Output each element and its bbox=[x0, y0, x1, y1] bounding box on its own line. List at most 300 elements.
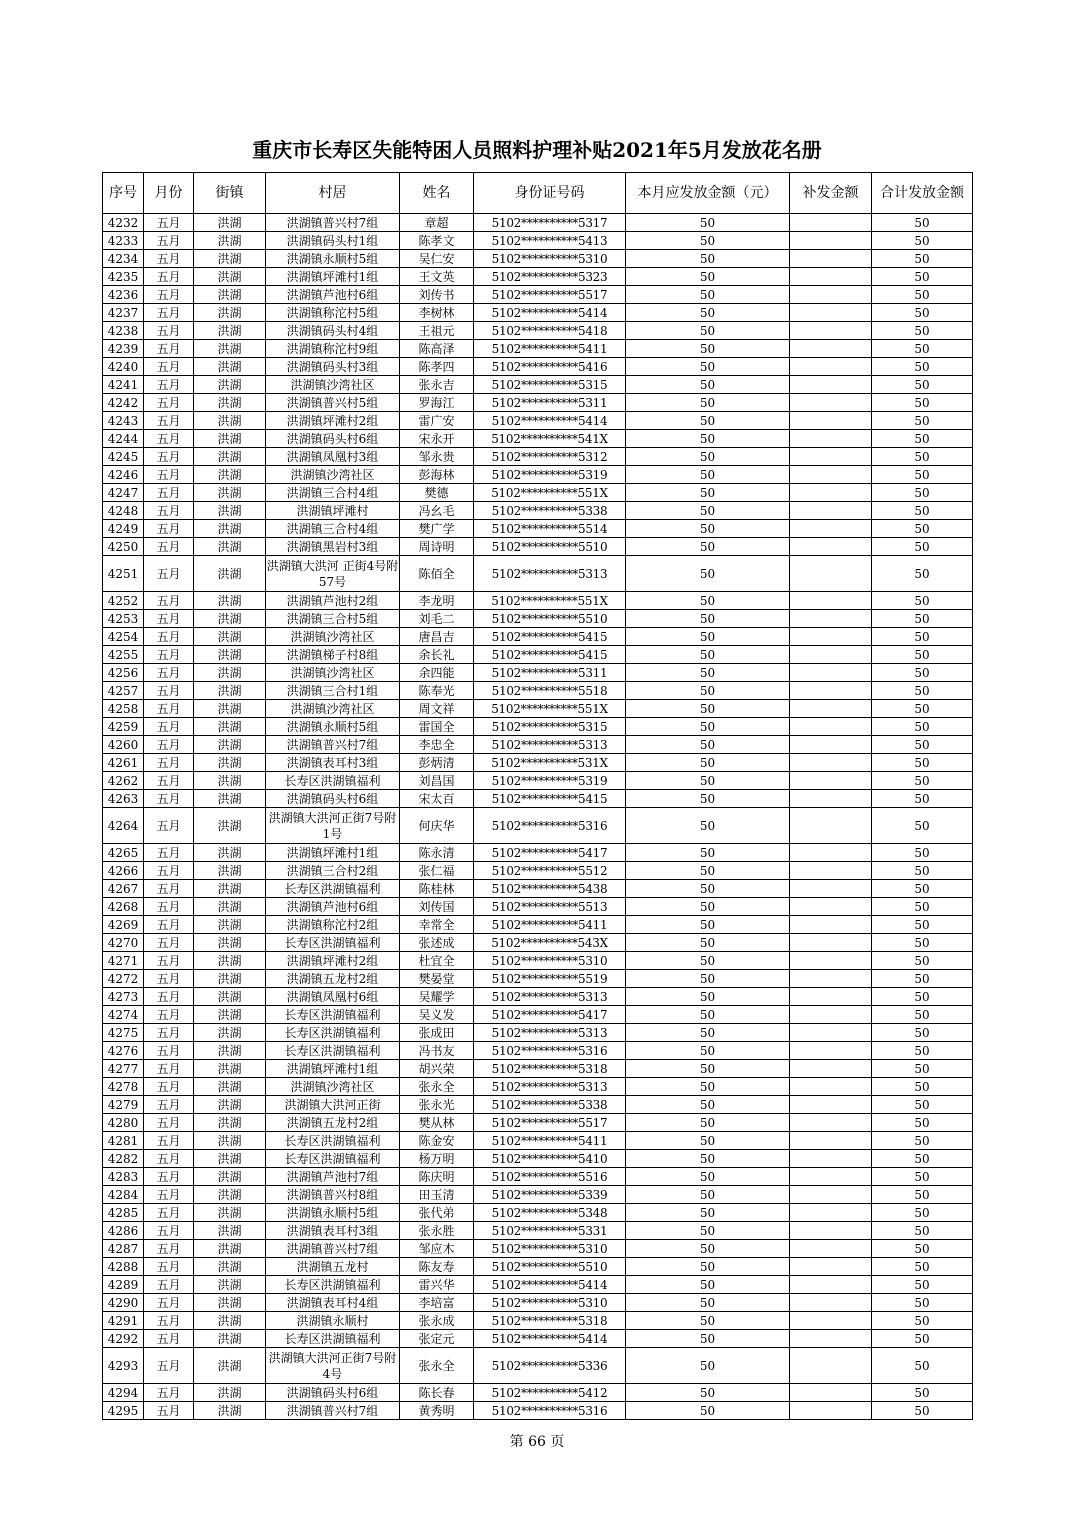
cell-supplement bbox=[790, 214, 872, 232]
cell-id: 5102**********5315 bbox=[474, 376, 626, 394]
cell-id: 5102**********5519 bbox=[474, 970, 626, 988]
cell-town: 洪湖 bbox=[194, 520, 266, 538]
cell-supplement bbox=[790, 880, 872, 898]
header-village: 村居 bbox=[266, 173, 400, 214]
cell-town: 洪湖 bbox=[194, 664, 266, 682]
cell-due: 50 bbox=[626, 916, 790, 934]
cell-total: 50 bbox=[872, 322, 973, 340]
cell-supplement bbox=[790, 1384, 872, 1402]
cell-town: 洪湖 bbox=[194, 646, 266, 664]
cell-village: 洪湖镇沙湾社区 bbox=[266, 1078, 400, 1096]
cell-town: 洪湖 bbox=[194, 970, 266, 988]
cell-month: 五月 bbox=[144, 1168, 194, 1186]
cell-total: 50 bbox=[872, 1312, 973, 1330]
cell-month: 五月 bbox=[144, 1204, 194, 1222]
table-row bbox=[103, 700, 973, 718]
cell-seq: 4232 bbox=[103, 214, 144, 232]
cell-seq: 4284 bbox=[103, 1186, 144, 1204]
cell-town: 洪湖 bbox=[194, 1096, 266, 1114]
cell-total: 50 bbox=[872, 952, 973, 970]
cell-name: 樊德 bbox=[400, 484, 474, 502]
cell-town: 洪湖 bbox=[194, 1006, 266, 1024]
cell-total: 50 bbox=[872, 358, 973, 376]
cell-town: 洪湖 bbox=[194, 1186, 266, 1204]
cell-month: 五月 bbox=[144, 538, 194, 556]
cell-month: 五月 bbox=[144, 1078, 194, 1096]
cell-supplement bbox=[790, 1276, 872, 1294]
cell-id: 5102**********5319 bbox=[474, 772, 626, 790]
cell-village: 长寿区洪湖镇福利 bbox=[266, 1042, 400, 1060]
cell-month: 五月 bbox=[144, 322, 194, 340]
cell-supplement bbox=[790, 232, 872, 250]
cell-due: 50 bbox=[626, 520, 790, 538]
cell-seq: 4261 bbox=[103, 754, 144, 772]
cell-month: 五月 bbox=[144, 808, 194, 844]
cell-month: 五月 bbox=[144, 484, 194, 502]
table-row bbox=[103, 988, 973, 1006]
table-row bbox=[103, 1114, 973, 1132]
table-row bbox=[103, 1006, 973, 1024]
cell-town: 洪湖 bbox=[194, 340, 266, 358]
cell-village: 洪湖镇码头村4组 bbox=[266, 322, 400, 340]
header-seq: 序号 bbox=[103, 173, 144, 214]
table-row bbox=[103, 1240, 973, 1258]
cell-town: 洪湖 bbox=[194, 1078, 266, 1096]
cell-month: 五月 bbox=[144, 1312, 194, 1330]
cell-town: 洪湖 bbox=[194, 448, 266, 466]
cell-total: 50 bbox=[872, 1330, 973, 1348]
cell-seq: 4246 bbox=[103, 466, 144, 484]
cell-month: 五月 bbox=[144, 1150, 194, 1168]
cell-due: 50 bbox=[626, 1078, 790, 1096]
cell-supplement bbox=[790, 1132, 872, 1150]
cell-month: 五月 bbox=[144, 952, 194, 970]
cell-due: 50 bbox=[626, 862, 790, 880]
cell-total: 50 bbox=[872, 1186, 973, 1204]
cell-town: 洪湖 bbox=[194, 844, 266, 862]
cell-due: 50 bbox=[626, 754, 790, 772]
cell-name: 周诗明 bbox=[400, 538, 474, 556]
cell-town: 洪湖 bbox=[194, 1114, 266, 1132]
cell-supplement bbox=[790, 1330, 872, 1348]
cell-seq: 4295 bbox=[103, 1402, 144, 1420]
cell-month: 五月 bbox=[144, 520, 194, 538]
cell-town: 洪湖 bbox=[194, 898, 266, 916]
cell-supplement bbox=[790, 592, 872, 610]
cell-due: 50 bbox=[626, 376, 790, 394]
cell-month: 五月 bbox=[144, 214, 194, 232]
table-row bbox=[103, 736, 973, 754]
cell-name: 吴耀学 bbox=[400, 988, 474, 1006]
cell-total: 50 bbox=[872, 484, 973, 502]
cell-total: 50 bbox=[872, 1384, 973, 1402]
cell-name: 周文祥 bbox=[400, 700, 474, 718]
header-town: 街镇 bbox=[194, 173, 266, 214]
cell-name: 张永光 bbox=[400, 1096, 474, 1114]
cell-id: 5102**********5510 bbox=[474, 610, 626, 628]
cell-total: 50 bbox=[872, 376, 973, 394]
cell-id: 5102**********5510 bbox=[474, 538, 626, 556]
cell-total: 50 bbox=[872, 844, 973, 862]
table-row bbox=[103, 538, 973, 556]
cell-id: 5102**********5331 bbox=[474, 1222, 626, 1240]
cell-month: 五月 bbox=[144, 1132, 194, 1150]
cell-total: 50 bbox=[872, 664, 973, 682]
cell-village: 洪湖镇普兴村7组 bbox=[266, 736, 400, 754]
cell-seq: 4285 bbox=[103, 1204, 144, 1222]
cell-town: 洪湖 bbox=[194, 592, 266, 610]
cell-month: 五月 bbox=[144, 304, 194, 322]
cell-name: 彭炳清 bbox=[400, 754, 474, 772]
cell-id: 5102**********5310 bbox=[474, 952, 626, 970]
table-row bbox=[103, 1132, 973, 1150]
cell-seq: 4292 bbox=[103, 1330, 144, 1348]
cell-name: 何庆华 bbox=[400, 808, 474, 844]
cell-due: 50 bbox=[626, 1060, 790, 1078]
cell-month: 五月 bbox=[144, 394, 194, 412]
cell-total: 50 bbox=[872, 1078, 973, 1096]
cell-total: 50 bbox=[872, 772, 973, 790]
cell-due: 50 bbox=[626, 808, 790, 844]
table-row bbox=[103, 592, 973, 610]
cell-month: 五月 bbox=[144, 610, 194, 628]
cell-seq: 4287 bbox=[103, 1240, 144, 1258]
cell-total: 50 bbox=[872, 250, 973, 268]
cell-town: 洪湖 bbox=[194, 628, 266, 646]
cell-id: 5102**********5318 bbox=[474, 1060, 626, 1078]
cell-village: 洪湖镇沙湾社区 bbox=[266, 700, 400, 718]
cell-supplement bbox=[790, 844, 872, 862]
cell-seq: 4281 bbox=[103, 1132, 144, 1150]
cell-month: 五月 bbox=[144, 376, 194, 394]
cell-seq: 4233 bbox=[103, 232, 144, 250]
cell-name: 张永成 bbox=[400, 1312, 474, 1330]
cell-town: 洪湖 bbox=[194, 1222, 266, 1240]
cell-month: 五月 bbox=[144, 1276, 194, 1294]
cell-id: 5102**********5317 bbox=[474, 214, 626, 232]
header-month: 月份 bbox=[144, 173, 194, 214]
cell-seq: 4249 bbox=[103, 520, 144, 538]
table-row bbox=[103, 916, 973, 934]
cell-town: 洪湖 bbox=[194, 466, 266, 484]
cell-month: 五月 bbox=[144, 340, 194, 358]
cell-due: 50 bbox=[626, 538, 790, 556]
cell-village: 洪湖镇码头村6组 bbox=[266, 430, 400, 448]
cell-month: 五月 bbox=[144, 268, 194, 286]
cell-id: 5102**********5414 bbox=[474, 304, 626, 322]
cell-town: 洪湖 bbox=[194, 322, 266, 340]
cell-town: 洪湖 bbox=[194, 1204, 266, 1222]
table-row bbox=[103, 304, 973, 322]
cell-supplement bbox=[790, 448, 872, 466]
cell-month: 五月 bbox=[144, 718, 194, 736]
cell-name: 樊广学 bbox=[400, 520, 474, 538]
cell-id: 5102**********5348 bbox=[474, 1204, 626, 1222]
cell-supplement bbox=[790, 1096, 872, 1114]
cell-name: 陈金安 bbox=[400, 1132, 474, 1150]
cell-seq: 4235 bbox=[103, 268, 144, 286]
table-row bbox=[103, 268, 973, 286]
cell-id: 5102**********5312 bbox=[474, 448, 626, 466]
cell-month: 五月 bbox=[144, 1348, 194, 1384]
cell-supplement bbox=[790, 682, 872, 700]
cell-name: 刘昌国 bbox=[400, 772, 474, 790]
cell-supplement bbox=[790, 484, 872, 502]
cell-town: 洪湖 bbox=[194, 1348, 266, 1384]
cell-supplement bbox=[790, 1168, 872, 1186]
cell-village: 洪湖镇三合村1组 bbox=[266, 682, 400, 700]
cell-supplement bbox=[790, 250, 872, 268]
cell-town: 洪湖 bbox=[194, 772, 266, 790]
cell-supplement bbox=[790, 430, 872, 448]
cell-town: 洪湖 bbox=[194, 862, 266, 880]
cell-supplement bbox=[790, 952, 872, 970]
cell-id: 5102**********5517 bbox=[474, 1114, 626, 1132]
cell-village: 洪湖镇大洪河 正街4号附57号 bbox=[266, 556, 400, 592]
cell-name: 李龙明 bbox=[400, 592, 474, 610]
table-row bbox=[103, 556, 973, 592]
cell-id: 5102**********5418 bbox=[474, 322, 626, 340]
cell-due: 50 bbox=[626, 1150, 790, 1168]
header-total: 合计发放金额 bbox=[872, 173, 973, 214]
cell-total: 50 bbox=[872, 970, 973, 988]
cell-town: 洪湖 bbox=[194, 1060, 266, 1078]
cell-month: 五月 bbox=[144, 646, 194, 664]
cell-due: 50 bbox=[626, 844, 790, 862]
cell-town: 洪湖 bbox=[194, 376, 266, 394]
cell-due: 50 bbox=[626, 1258, 790, 1276]
cell-id: 5102**********5315 bbox=[474, 718, 626, 736]
cell-id: 5102**********5316 bbox=[474, 808, 626, 844]
cell-name: 杨万明 bbox=[400, 1150, 474, 1168]
cell-village: 洪湖镇码头村6组 bbox=[266, 1384, 400, 1402]
table-row bbox=[103, 970, 973, 988]
cell-month: 五月 bbox=[144, 232, 194, 250]
cell-id: 5102**********541X bbox=[474, 430, 626, 448]
cell-month: 五月 bbox=[144, 682, 194, 700]
cell-month: 五月 bbox=[144, 700, 194, 718]
cell-total: 50 bbox=[872, 1042, 973, 1060]
cell-town: 洪湖 bbox=[194, 880, 266, 898]
cell-village: 洪湖镇三合村4组 bbox=[266, 484, 400, 502]
cell-supplement bbox=[790, 1186, 872, 1204]
cell-due: 50 bbox=[626, 988, 790, 1006]
cell-town: 洪湖 bbox=[194, 988, 266, 1006]
cell-seq: 4267 bbox=[103, 880, 144, 898]
cell-supplement bbox=[790, 1294, 872, 1312]
table-row bbox=[103, 466, 973, 484]
cell-month: 五月 bbox=[144, 1096, 194, 1114]
cell-village: 洪湖镇沙湾社区 bbox=[266, 628, 400, 646]
cell-town: 洪湖 bbox=[194, 1330, 266, 1348]
cell-due: 50 bbox=[626, 1312, 790, 1330]
cell-village: 洪湖镇坪滩村1组 bbox=[266, 268, 400, 286]
cell-name: 张仁福 bbox=[400, 862, 474, 880]
cell-seq: 4245 bbox=[103, 448, 144, 466]
cell-id: 5102**********5413 bbox=[474, 232, 626, 250]
cell-supplement bbox=[790, 916, 872, 934]
table-row bbox=[103, 880, 973, 898]
cell-name: 樊晏堂 bbox=[400, 970, 474, 988]
cell-total: 50 bbox=[872, 1294, 973, 1312]
roster-table bbox=[102, 172, 973, 1420]
cell-town: 洪湖 bbox=[194, 484, 266, 502]
cell-due: 50 bbox=[626, 970, 790, 988]
cell-month: 五月 bbox=[144, 916, 194, 934]
cell-total: 50 bbox=[872, 718, 973, 736]
cell-town: 洪湖 bbox=[194, 1042, 266, 1060]
cell-total: 50 bbox=[872, 1114, 973, 1132]
cell-town: 洪湖 bbox=[194, 556, 266, 592]
cell-town: 洪湖 bbox=[194, 808, 266, 844]
cell-seq: 4286 bbox=[103, 1222, 144, 1240]
cell-supplement bbox=[790, 1222, 872, 1240]
cell-month: 五月 bbox=[144, 862, 194, 880]
table-row bbox=[103, 1186, 973, 1204]
cell-total: 50 bbox=[872, 430, 973, 448]
cell-due: 50 bbox=[626, 502, 790, 520]
cell-id: 5102**********5417 bbox=[474, 1006, 626, 1024]
cell-id: 5102**********5412 bbox=[474, 1384, 626, 1402]
cell-due: 50 bbox=[626, 322, 790, 340]
cell-name: 王祖元 bbox=[400, 322, 474, 340]
cell-id: 5102**********5338 bbox=[474, 502, 626, 520]
cell-supplement bbox=[790, 520, 872, 538]
cell-seq: 4264 bbox=[103, 808, 144, 844]
cell-month: 五月 bbox=[144, 1042, 194, 1060]
cell-supplement bbox=[790, 1258, 872, 1276]
cell-village: 洪湖镇坪滩村 bbox=[266, 502, 400, 520]
cell-name: 彭海林 bbox=[400, 466, 474, 484]
table-row bbox=[103, 1384, 973, 1402]
cell-total: 50 bbox=[872, 736, 973, 754]
cell-name: 幸常全 bbox=[400, 916, 474, 934]
cell-seq: 4269 bbox=[103, 916, 144, 934]
cell-name: 李忠全 bbox=[400, 736, 474, 754]
cell-seq: 4244 bbox=[103, 430, 144, 448]
cell-village: 洪湖镇凤凰村6组 bbox=[266, 988, 400, 1006]
cell-seq: 4240 bbox=[103, 358, 144, 376]
cell-town: 洪湖 bbox=[194, 934, 266, 952]
cell-seq: 4257 bbox=[103, 682, 144, 700]
cell-seq: 4256 bbox=[103, 664, 144, 682]
cell-month: 五月 bbox=[144, 1006, 194, 1024]
table-row bbox=[103, 484, 973, 502]
cell-supplement bbox=[790, 1042, 872, 1060]
cell-total: 50 bbox=[872, 214, 973, 232]
cell-month: 五月 bbox=[144, 754, 194, 772]
table-row bbox=[103, 1204, 973, 1222]
cell-total: 50 bbox=[872, 790, 973, 808]
cell-name: 罗海江 bbox=[400, 394, 474, 412]
cell-name: 刘传国 bbox=[400, 898, 474, 916]
cell-due: 50 bbox=[626, 664, 790, 682]
cell-name: 宋太百 bbox=[400, 790, 474, 808]
cell-seq: 4294 bbox=[103, 1384, 144, 1402]
cell-town: 洪湖 bbox=[194, 286, 266, 304]
cell-seq: 4242 bbox=[103, 394, 144, 412]
cell-supplement bbox=[790, 1240, 872, 1258]
cell-town: 洪湖 bbox=[194, 610, 266, 628]
cell-id: 5102**********543X bbox=[474, 934, 626, 952]
cell-town: 洪湖 bbox=[194, 1402, 266, 1420]
page-title: 重庆市长寿区失能特困人员照料护理补贴2021年5月发放花名册 bbox=[252, 138, 822, 162]
cell-month: 五月 bbox=[144, 736, 194, 754]
cell-seq: 4254 bbox=[103, 628, 144, 646]
table-row bbox=[103, 1348, 973, 1384]
cell-name: 宋永开 bbox=[400, 430, 474, 448]
cell-total: 50 bbox=[872, 898, 973, 916]
cell-supplement bbox=[790, 754, 872, 772]
cell-supplement bbox=[790, 772, 872, 790]
cell-month: 五月 bbox=[144, 1384, 194, 1402]
cell-seq: 4259 bbox=[103, 718, 144, 736]
cell-id: 5102**********5411 bbox=[474, 1132, 626, 1150]
cell-village: 洪湖镇坪滩村2组 bbox=[266, 952, 400, 970]
table-row bbox=[103, 862, 973, 880]
cell-name: 陈桂林 bbox=[400, 880, 474, 898]
cell-village: 洪湖镇永顺村 bbox=[266, 1312, 400, 1330]
cell-town: 洪湖 bbox=[194, 538, 266, 556]
cell-due: 50 bbox=[626, 1006, 790, 1024]
cell-seq: 4258 bbox=[103, 700, 144, 718]
cell-town: 洪湖 bbox=[194, 1294, 266, 1312]
cell-id: 5102**********5415 bbox=[474, 628, 626, 646]
table-row bbox=[103, 772, 973, 790]
cell-village: 洪湖镇三合村5组 bbox=[266, 610, 400, 628]
cell-village: 长寿区洪湖镇福利 bbox=[266, 1132, 400, 1150]
cell-id: 5102**********5310 bbox=[474, 250, 626, 268]
cell-town: 洪湖 bbox=[194, 1258, 266, 1276]
cell-supplement bbox=[790, 1078, 872, 1096]
cell-village: 洪湖镇称沱村9组 bbox=[266, 340, 400, 358]
table-row bbox=[103, 664, 973, 682]
cell-id: 5102**********5316 bbox=[474, 1042, 626, 1060]
cell-due: 50 bbox=[626, 1042, 790, 1060]
cell-seq: 4280 bbox=[103, 1114, 144, 1132]
cell-supplement bbox=[790, 646, 872, 664]
cell-due: 50 bbox=[626, 484, 790, 502]
cell-total: 50 bbox=[872, 1024, 973, 1042]
cell-id: 5102**********531X bbox=[474, 754, 626, 772]
cell-village: 洪湖镇码头村1组 bbox=[266, 232, 400, 250]
table-row bbox=[103, 952, 973, 970]
cell-seq: 4279 bbox=[103, 1096, 144, 1114]
cell-total: 50 bbox=[872, 880, 973, 898]
table-row bbox=[103, 322, 973, 340]
cell-total: 50 bbox=[872, 1348, 973, 1384]
cell-town: 洪湖 bbox=[194, 358, 266, 376]
cell-name: 刘毛二 bbox=[400, 610, 474, 628]
cell-supplement bbox=[790, 808, 872, 844]
cell-id: 5102**********5411 bbox=[474, 340, 626, 358]
cell-id: 5102**********5313 bbox=[474, 736, 626, 754]
cell-seq: 4278 bbox=[103, 1078, 144, 1096]
cell-total: 50 bbox=[872, 340, 973, 358]
cell-village: 长寿区洪湖镇福利 bbox=[266, 1006, 400, 1024]
cell-month: 五月 bbox=[144, 934, 194, 952]
cell-id: 5102**********5311 bbox=[474, 394, 626, 412]
header-name: 姓名 bbox=[400, 173, 474, 214]
cell-seq: 4237 bbox=[103, 304, 144, 322]
table-row bbox=[103, 1402, 973, 1420]
cell-seq: 4236 bbox=[103, 286, 144, 304]
cell-due: 50 bbox=[626, 1276, 790, 1294]
cell-supplement bbox=[790, 988, 872, 1006]
cell-seq: 4274 bbox=[103, 1006, 144, 1024]
table-row bbox=[103, 1276, 973, 1294]
cell-name: 邹应木 bbox=[400, 1240, 474, 1258]
